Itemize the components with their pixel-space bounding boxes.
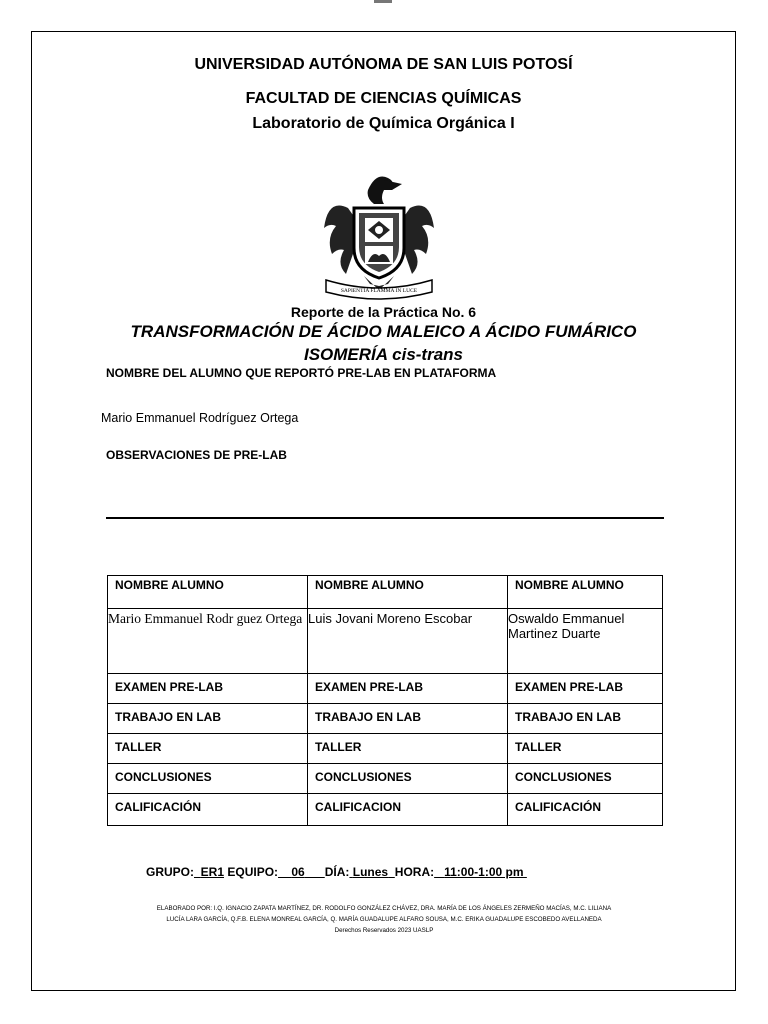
workshop-cell: TALLER xyxy=(508,734,663,764)
work-cell: TRABAJO EN LAB xyxy=(508,704,663,734)
exam-cell: EXAMEN PRE-LAB xyxy=(108,674,308,704)
rights-line: Derechos Reservados 2023 UASLP xyxy=(334,927,434,934)
exam-cell: EXAMEN PRE-LAB xyxy=(308,674,508,704)
equipo-value: 06 xyxy=(291,865,305,879)
table-row xyxy=(108,576,663,609)
hora-label: HORA: xyxy=(394,865,435,879)
work-cell: TRABAJO EN LAB xyxy=(308,704,508,734)
report-title: TRANSFORMACIÓN DE ÁCIDO MALEICO A ÁCIDO FUMÁRICO xyxy=(130,322,637,341)
student-name-cell: Mario Emmanuel Rodr guez Ortega xyxy=(108,609,308,674)
header-cell: NOMBRE ALUMNO xyxy=(308,576,508,609)
grade-cell: CALIFICACIÓN xyxy=(108,794,308,826)
grupo-value: ER1 xyxy=(200,865,225,879)
top-mark xyxy=(374,0,392,3)
grade-cell: CALIFICACION xyxy=(308,794,508,826)
table-row xyxy=(108,704,663,734)
credits-line: LUCÍA LARA GARCÍA, Q.F.B. ELENA MONREAL GARCÍA, Q. MARÍA GUADALUPE ALFARO SOUSA, M.C. ERIKA GUADALUPE ESCOBEDO AVELLANEDA xyxy=(166,916,602,923)
report-number: Reporte de la Práctica No. 6 xyxy=(290,304,477,320)
table-row xyxy=(108,609,663,674)
grade-cell: CALIFICACIÓN xyxy=(508,794,663,826)
workshop-cell: TALLER xyxy=(108,734,308,764)
student-name-cell: Oswaldo Emmanuel Martinez Duarte xyxy=(508,609,663,674)
faculty-title: FACULTAD DE CIENCIAS QUÍMICAS xyxy=(245,90,522,107)
prelab-observations-label: OBSERVACIONES DE PRE-LAB xyxy=(106,448,287,462)
university-title: UNIVERSIDAD AUTÓNOMA DE SAN LUIS POTOSÍ xyxy=(194,56,573,73)
prelab-reporter-label: NOMBRE DEL ALUMNO QUE REPORTÓ PRE-LAB EN PLATAFORMA xyxy=(106,366,497,380)
table-row xyxy=(108,794,663,826)
conclusions-cell: CONCLUSIONES xyxy=(308,764,508,794)
prelab-reporter-name: Mario Emmanuel Rodríguez Ortega xyxy=(101,411,299,425)
credits-line: ELABORADO POR: I.Q. IGNACIO ZAPATA MARTÍNEZ, DR. RODOLFO GONZÁLEZ CHÁVEZ, DRA. MARÍA DE LOS ÁNGELES ZERMEÑO MACÍAS, M.C. LILIANA xyxy=(156,905,612,912)
student-name-cell: Luis Jovani Moreno Escobar xyxy=(308,609,508,674)
header-cell: NOMBRE ALUMNO xyxy=(108,576,308,609)
dia-value: Lunes xyxy=(352,865,389,879)
credits xyxy=(90,903,678,936)
table-row xyxy=(108,764,663,794)
dia-label: DÍA: xyxy=(324,865,350,879)
table-row xyxy=(108,734,663,764)
group-info-line xyxy=(146,865,527,879)
workshop-cell: TALLER xyxy=(308,734,508,764)
grades-table xyxy=(107,575,663,826)
seal-motto: SAPIENTIA FLAMMA IN LUCE xyxy=(340,288,418,294)
lab-title: Laboratorio de Química Orgánica I xyxy=(252,115,515,132)
header-cell: NOMBRE ALUMNO xyxy=(508,576,663,609)
exam-cell: EXAMEN PRE-LAB xyxy=(508,674,663,704)
report-subtitle: ISOMERÍA cis-trans xyxy=(303,345,464,364)
table-row xyxy=(108,674,663,704)
university-seal-icon xyxy=(318,168,440,304)
conclusions-cell: CONCLUSIONES xyxy=(508,764,663,794)
work-cell: TRABAJO EN LAB xyxy=(108,704,308,734)
conclusions-cell: CONCLUSIONES xyxy=(108,764,308,794)
grupo-label: GRUPO: xyxy=(146,865,194,879)
hora-value: 11:00-1:00 pm xyxy=(444,865,524,879)
observations-line xyxy=(106,517,664,519)
equipo-label: EQUIPO: xyxy=(227,865,279,879)
